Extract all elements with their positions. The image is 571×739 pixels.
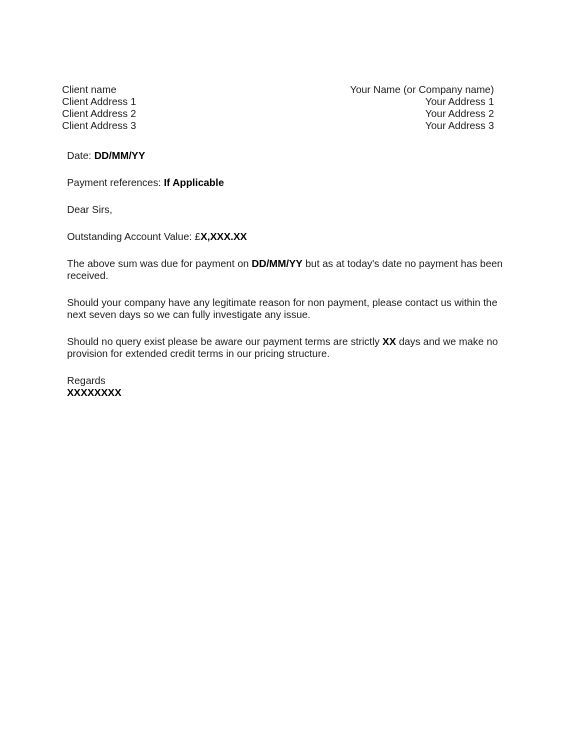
client-address-line-3: Client Address 3 xyxy=(62,121,137,132)
date-line xyxy=(67,151,507,163)
sender-address-line-2: Your Address 2 xyxy=(425,109,494,120)
payment-reference-line xyxy=(67,178,507,190)
sender-address-block xyxy=(350,85,494,133)
query-paragraph: Should your company have any legitimate reason for non payment, please contact us within the next seven days so we can fully investigate any issue. xyxy=(67,298,498,321)
due-text-start: The above sum was due for payment on xyxy=(67,259,252,270)
reference-value: If Applicable xyxy=(163,178,225,189)
due-date: DD/MM/YY xyxy=(251,259,303,270)
due-paragraph xyxy=(67,259,507,283)
terms-text-end: days and we make no provision for extended credit terms in our pricing structure. xyxy=(67,337,498,360)
terms-text-start: Should no query exist please be aware our payment terms are strictly xyxy=(67,337,383,348)
value-amount: X,XXX.XX xyxy=(200,232,247,243)
terms-days: XX xyxy=(382,337,396,348)
date-label: Date: xyxy=(67,151,95,162)
value-label: Outstanding Account Value: £ xyxy=(67,232,201,243)
client-address-line-2: Client Address 2 xyxy=(62,109,137,120)
closing: Regards xyxy=(67,376,106,387)
reference-label: Payment references: xyxy=(67,178,164,189)
due-text-end: but as at today's date no payment has been received. xyxy=(67,259,503,282)
client-name: Client name xyxy=(62,85,117,96)
sender-address-line-3: Your Address 3 xyxy=(425,121,494,132)
signature xyxy=(67,388,507,400)
sender-address-line-1: Your Address 1 xyxy=(425,97,494,108)
salutation: Dear Sirs, xyxy=(67,205,113,216)
letter-body xyxy=(67,151,507,400)
sender-name: Your Name (or Company name) xyxy=(349,85,494,96)
outstanding-value-line xyxy=(67,232,507,244)
client-address-line-1: Client Address 1 xyxy=(62,97,137,108)
client-address-block xyxy=(62,85,136,133)
signature-text: XXXXXXXX xyxy=(67,388,122,399)
date-value: DD/MM/YY xyxy=(94,151,146,162)
terms-paragraph xyxy=(67,337,507,361)
